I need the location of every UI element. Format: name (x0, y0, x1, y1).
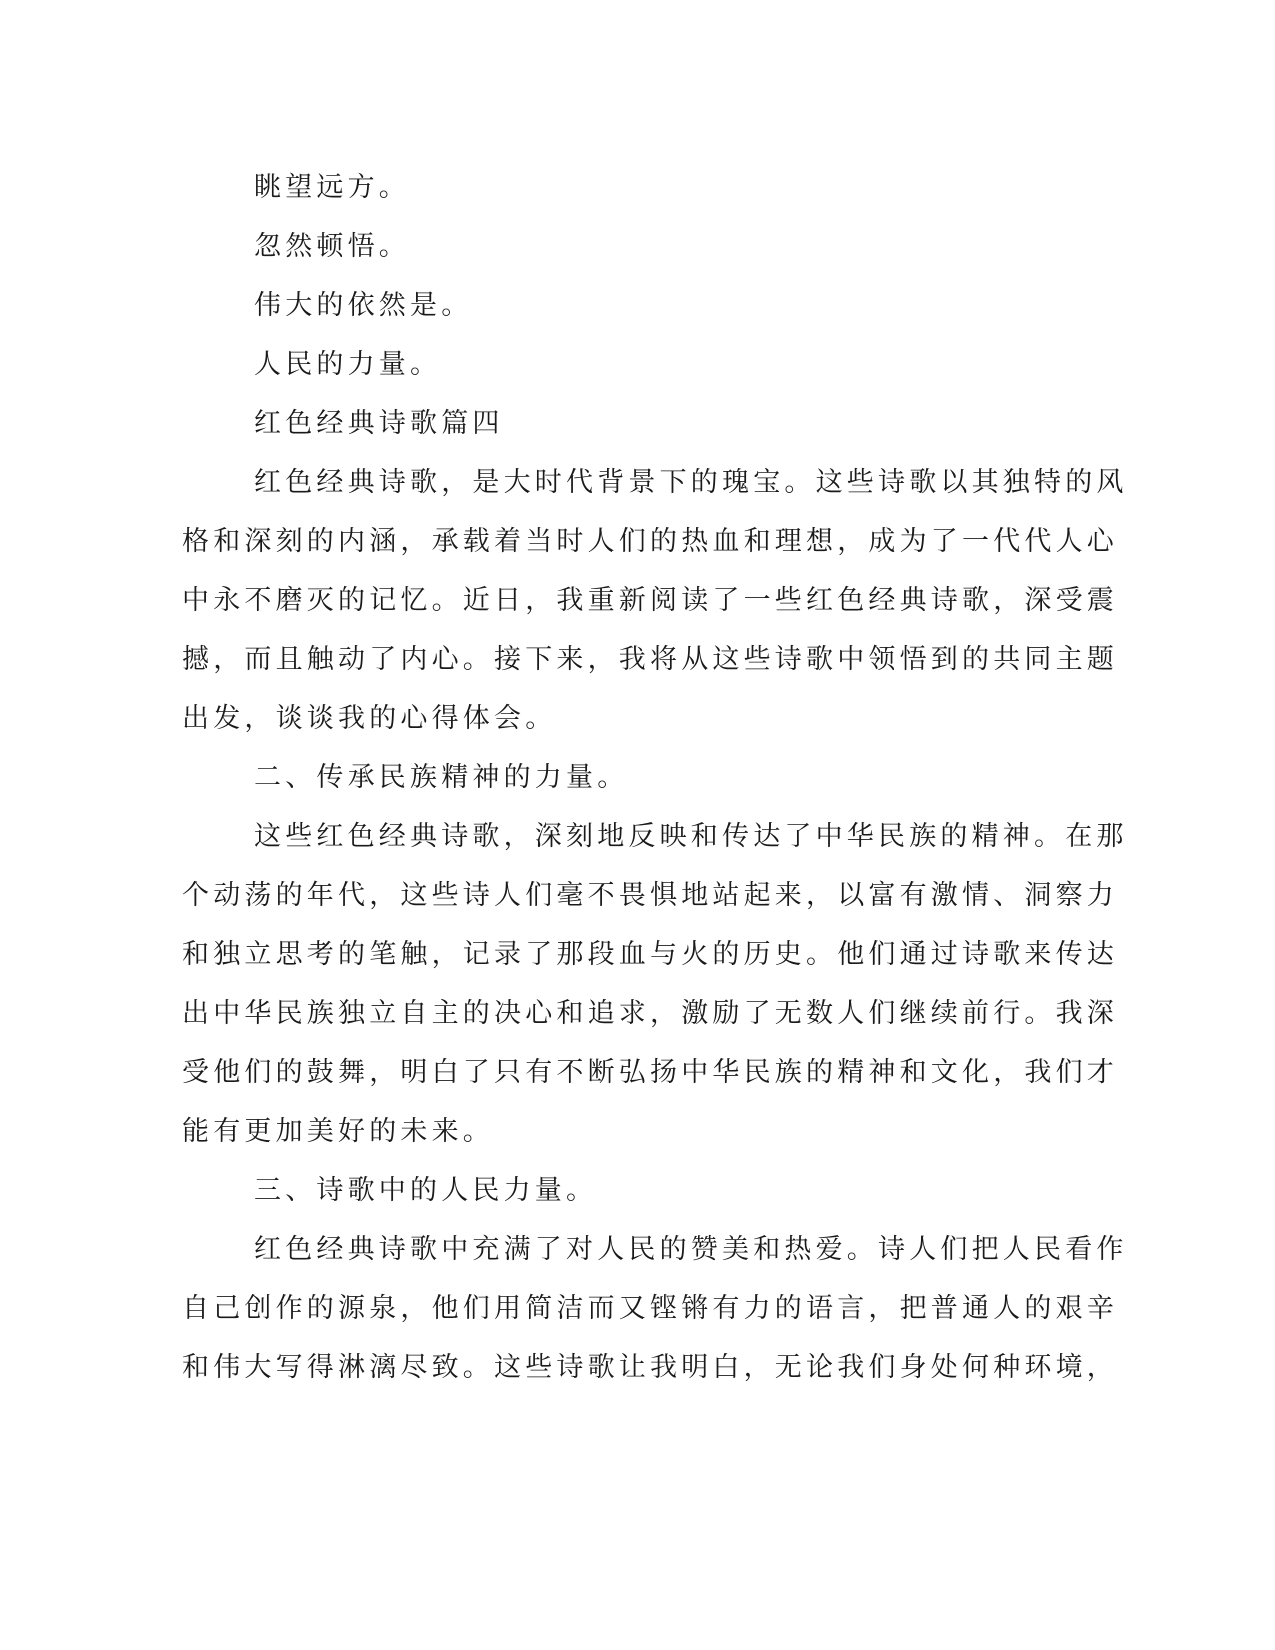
text-line: 忽然顿悟。 (254, 231, 410, 262)
text-line: 自己创作的源泉，他们用简洁而又铿锵有力的语言，把普通人的艰辛 (182, 1293, 1118, 1324)
text-line: 出发，谈谈我的心得体会。 (182, 703, 557, 734)
section-heading: 红色经典诗歌篇四 (254, 408, 504, 439)
section-heading: 三、诗歌中的人民力量。 (254, 1175, 598, 1206)
text-line: 撼，而且触动了内心。接下来，我将从这些诗歌中领悟到的共同主题 (182, 644, 1118, 675)
text-line: 格和深刻的内涵，承载着当时人们的热血和理想，成为了一代代人心 (182, 526, 1118, 557)
text-line: 中永不磨灭的记忆。近日，我重新阅读了一些红色经典诗歌，深受震 (182, 585, 1118, 616)
text-line: 和伟大写得淋漓尽致。这些诗歌让我明白，无论我们身处何种环境， (182, 1352, 1118, 1383)
text-line: 这些红色经典诗歌，深刻地反映和传达了中华民族的精神。在那 (254, 821, 1128, 852)
text-line: 个动荡的年代，这些诗人们毫不畏惧地站起来，以富有激情、洞察力 (182, 880, 1118, 911)
text-line: 出中华民族独立自主的决心和追求，激励了无数人们继续前行。我深 (182, 998, 1118, 1029)
document-body (182, 158, 1128, 1397)
text-line: 能有更加美好的未来。 (182, 1116, 494, 1147)
text-line: 和独立思考的笔触，记录了那段血与火的历史。他们通过诗歌来传达 (182, 939, 1118, 970)
text-line: 伟大的依然是。 (254, 290, 473, 321)
section-heading: 二、传承民族精神的力量。 (254, 762, 629, 793)
text-line: 红色经典诗歌中充满了对人民的赞美和热爱。诗人们把人民看作 (254, 1234, 1128, 1265)
text-line: 眺望远方。 (254, 172, 410, 203)
text-line: 红色经典诗歌，是大时代背景下的瑰宝。这些诗歌以其独特的风 (254, 467, 1128, 498)
text-line: 受他们的鼓舞，明白了只有不断弘扬中华民族的精神和文化，我们才 (182, 1057, 1118, 1088)
text-line: 人民的力量。 (254, 349, 442, 380)
